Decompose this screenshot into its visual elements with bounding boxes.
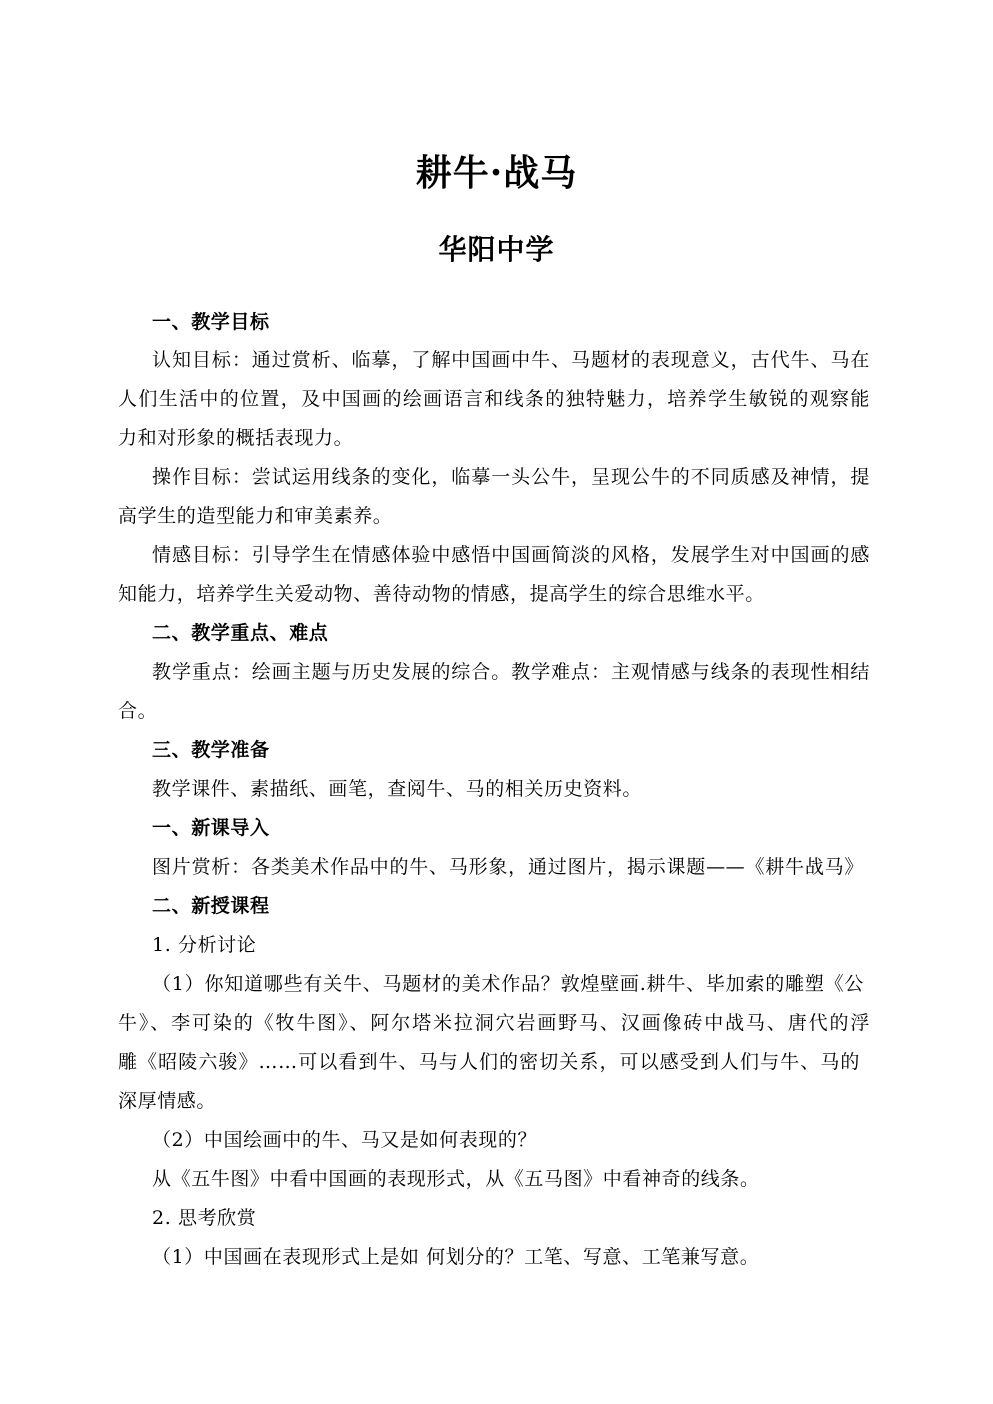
section-heading-preparation: 三、教学准备 xyxy=(152,739,270,761)
paragraph-line: （2）中国绘画中的牛、马又是如何表现的？ xyxy=(152,1129,538,1151)
section-heading-key-points: 二、教学重点、难点 xyxy=(152,622,329,644)
school-name: 华阳中学 xyxy=(438,233,555,266)
paragraph-line: 从《五牛图》中看中国画的表现形式，从《五马图》中看神奇的线条。 xyxy=(152,1168,760,1190)
paragraph-line: 高学生的造型能力和审美素养。 xyxy=(118,505,393,527)
document-title: 耕牛·战马 xyxy=(415,152,578,194)
subsection-heading: 1. 分析讨论 xyxy=(152,934,257,956)
paragraph-line: 图片赏析：各类美术作品中的牛、马形象，通过图片，揭示课题——《耕牛战马》 xyxy=(152,856,864,878)
paragraph-line: 操作目标：尝试运用线条的变化，临摹一头公牛，呈现公牛的不同质感及神情，提 xyxy=(152,466,870,488)
paragraph-line: 教学重点：绘画主题与历史发展的综合。教学难点：主观情感与线条的表现性相结 xyxy=(152,661,870,683)
paragraph-line: 教学课件、素描纸、画笔，查阅牛、马的相关历史资料。 xyxy=(152,778,643,800)
section-heading-teaching-goals: 一、教学目标 xyxy=(152,311,270,333)
paragraph-line: 认知目标：通过赏析、临摹，了解中国画中牛、马题材的表现意义，古代牛、马在 xyxy=(152,349,870,371)
section-heading-new-lesson: 二、新授课程 xyxy=(152,895,270,917)
paragraph-line: 雕《昭陵六骏》……可以看到牛、马与人们的密切关系，可以感受到人们与牛、马的 xyxy=(118,1051,860,1073)
section-heading-introduction: 一、新课导入 xyxy=(152,817,270,839)
paragraph-line: 牛》、李可染的《牧牛图》、阿尔塔米拉洞穴岩画野马、汉画像砖中战马、唐代的浮 xyxy=(118,1012,870,1034)
paragraph-line: 合。 xyxy=(118,700,158,722)
paragraph-line: 知能力，培养学生关爱动物、善待动物的情感，提高学生的综合思维水平。 xyxy=(118,583,765,605)
paragraph-line: 情感目标：引导学生在情感体验中感悟中国画简淡的风格，发展学生对中国画的感 xyxy=(152,544,870,566)
paragraph-line: 力和对形象的概括表现力。 xyxy=(118,427,354,449)
paragraph-line: 深厚情感。 xyxy=(118,1090,217,1112)
paragraph-line: （1）你知道哪些有关牛、马题材的美术作品？敦煌壁画.耕牛、毕加索的雕塑《公 xyxy=(152,973,864,995)
paragraph-line: （1）中国画在表现形式上是如 何划分的？工笔、写意、工笔兼写意。 xyxy=(152,1246,760,1268)
subsection-heading: 2. 思考欣赏 xyxy=(152,1207,257,1229)
paragraph-line: 人们生活中的位置，及中国画的绘画语言和线条的独特魅力，培养学生敏锐的观察能 xyxy=(118,388,870,410)
